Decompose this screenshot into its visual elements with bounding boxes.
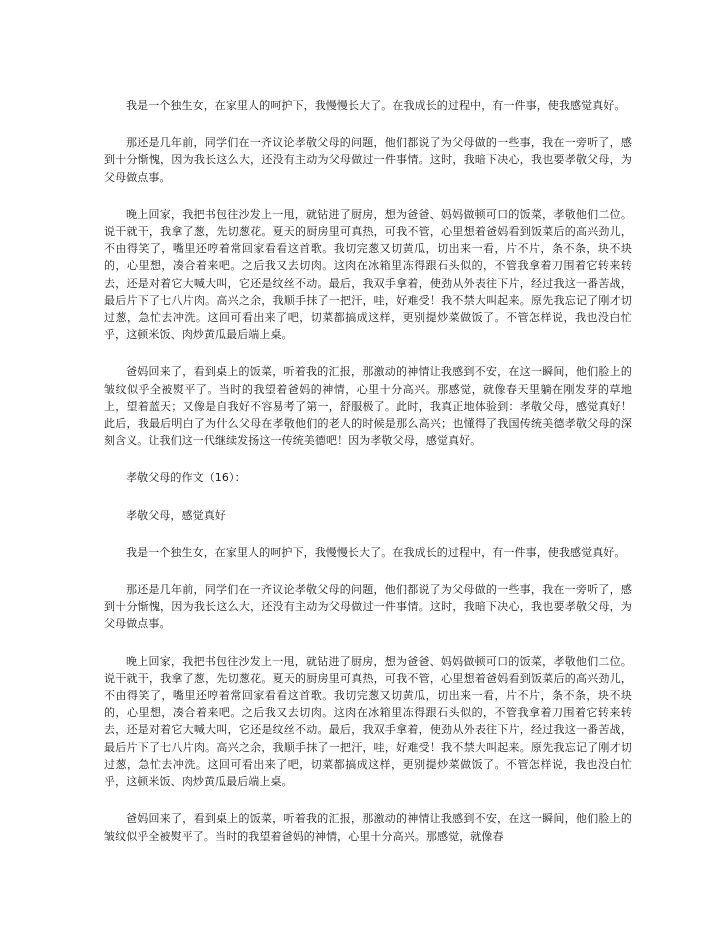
essay-title: 孝敬父母，感觉真好 <box>126 508 226 522</box>
document-body <box>104 97 632 865</box>
paragraph: 我是一个独生女，在家里人的呵护下，我慢慢长大了。在我成长的过程中，有一件事，使我感觉真好。 <box>126 545 626 559</box>
paragraph: 那还是几年前，同学们在一齐议论孝敬父母的问题，他们都说了为父母做的一些事，我在一旁听了，感到十分惭愧，因为我长这么大，还没有主动为父母做过一件事情。这时，我暗下决心，我也要孝敬父母，为父母做点事。 <box>104 136 632 184</box>
paragraph: 爸妈回来了，看到桌上的饭菜，听着我的汇报，那激动的神情让我感到不安，在这一瞬间，他们脸上的皱纹似乎全被熨平了。当时的我望着爸妈的神情，心里十分高兴。那感觉，就像春 <box>104 812 632 843</box>
section-heading: 孝敬父母的作文（16）： <box>126 471 246 485</box>
paragraph: 爸妈回来了，看到桌上的饭菜，听着我的汇报，那激动的神情让我感到不安，在这一瞬间，他们脸上的皱纹似乎全被熨平了。当时的我望着爸妈的神情，心里十分高兴。那感觉，就像春天里躺在刚发芽的草地上，望着蓝天；又像是自我好不容易考了第一，舒服极了。此时，我真正地体验到：孝敬父母，感觉真好！此后，我最后明白了为什么父母在孝敬他们的老人的时候是那么高兴；也懂得了我国传统美德孝敬父母的深刻含义。让我们这一代继续发扬这一传统美德吧！因为孝敬父母，感觉真好。 <box>104 365 632 448</box>
paragraph: 晚上回家，我把书包往沙发上一甩，就钻进了厨房，想为爸爸、妈妈做顿可口的饭菜，孝敬他们二位。说干就干，我拿了葱，先切葱花。夏天的厨房里可真热，可我不管，心里想着爸妈看到饭菜后的高兴劲儿，不由得笑了，嘴里还哼着常回家看看这首歌。我切完葱又切黄瓜，切出来一看，片不片，条不条，块不块的，心里想，凑合着来吧。之后我又去切肉。这肉在冰箱里冻得跟石头似的，不管我拿着刀围着它转来转去，还是对着它大喊大叫，它还是纹丝不动。最后，我双手拿着，使劲从外表往下片，经过我这一番苦战，最后片下了七八片肉。高兴之余，我顺手抹了一把汗，哇，好难受！我不禁大叫起来。原先我忘记了刚才切过葱，急忙去冲洗。这回可看出来了吧，切菜都搞成这样，更别提炒菜做饭了。不管怎样说，我也没白忙乎，这顿米饭、肉炒黄瓜最后端上桌。 <box>104 654 632 789</box>
paragraph: 我是一个独生女，在家里人的呵护下，我慢慢长大了。在我成长的过程中，有一件事，使我感觉真好。 <box>126 99 626 112</box>
paragraph: 那还是几年前，同学们在一齐议论孝敬父母的问题，他们都说了为父母做的一些事，我在一旁听了，感到十分惭愧，因为我长这么大，还没有主动为父母做过一件事情。这时，我暗下决心，我也要孝敬父母，为父母做点事。 <box>104 583 632 631</box>
paragraph: 晚上回家，我把书包往沙发上一甩，就钻进了厨房，想为爸爸、妈妈做顿可口的饭菜，孝敬他们二位。说干就干，我拿了葱，先切葱花。夏天的厨房里可真热，可我不管，心里想着爸妈看到饭菜后的高兴劲儿，不由得笑了，嘴里还哼着常回家看看这首歌。我切完葱又切黄瓜，切出来一看，片不片，条不条，块不块的，心里想，凑合着来吧。之后我又去切肉。这肉在冰箱里冻得跟石头似的，不管我拿着刀围着它转来转去，还是对着它大喊大叫，它还是纹丝不动。最后，我双手拿着，使劲从外表往下片，经过我这一番苦战，最后片下了七八片肉。高兴之余，我顺手抹了一把汗，哇，好难受！我不禁大叫起来。原先我忘记了刚才切过葱，急忙去冲洗。这回可看出来了吧，切菜都搞成这样，更别提炒菜做饭了。不管怎样说，我也没白忙乎，这顿米饭、肉炒黄瓜最后端上桌。 <box>104 207 632 342</box>
